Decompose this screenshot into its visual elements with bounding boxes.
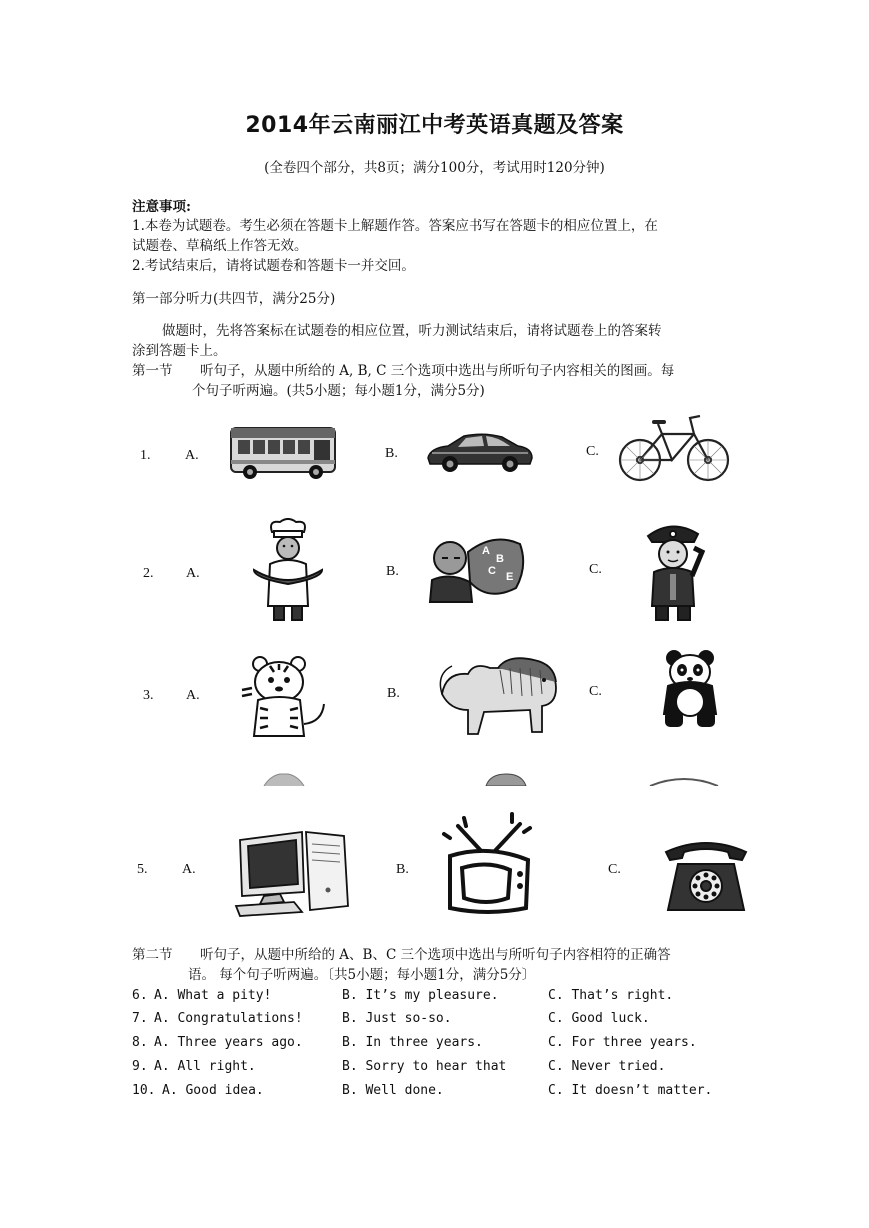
lion-image [438, 654, 562, 738]
section2-text-a: 听句子，从题中所给的 A、B、C 三个选项中选出与所听句子内容相符的正确答 [200, 947, 671, 963]
question-number: 2. [143, 566, 154, 581]
section1-text-b: 个句子听两遍。(共5小题；每小题1分，满分5分) [192, 383, 485, 399]
option-a-label: A. [186, 566, 200, 581]
option-c: C. Never tried. [548, 1059, 666, 1074]
computer-image [232, 826, 352, 918]
question-number: 8. [132, 1035, 148, 1050]
part1-intro-a: 做题时，先将答案标在试题卷的相应位置，听力测试结束后，请将试题卷上的答案转 [162, 323, 662, 339]
option-b-label: B. [396, 862, 409, 877]
option-a-label: A. [182, 862, 196, 877]
page-title: 2014年云南丽江中考英语真题及答案 [245, 113, 624, 138]
option-b: B. It’s my pleasure. [342, 988, 499, 1003]
svg-text:A: A [482, 545, 490, 557]
option-a: A. Good idea. [162, 1083, 264, 1098]
option-b-label: B. [387, 686, 400, 701]
question-number: 5. [137, 862, 148, 877]
option-b: B. Sorry to hear that [342, 1059, 507, 1074]
television-image [436, 812, 540, 916]
option-c-label: C. [589, 684, 602, 699]
telephone-image [660, 838, 752, 914]
cropped-image-fragment [262, 772, 306, 786]
option-b: B. Well done. [342, 1083, 444, 1098]
notice-line-1b: 试题卷、草稿纸上作答无效。 [132, 238, 308, 254]
section1-text-a: 听句子，从题中所给的 A, B, C 三个选项中选出与所听句子内容相关的图画。每 [200, 363, 675, 379]
option-a: A. All right. [154, 1059, 256, 1074]
option-b-label: B. [386, 564, 399, 579]
cook-image [250, 518, 326, 622]
svg-text:C: C [488, 565, 496, 577]
cropped-image-fragment [484, 772, 528, 786]
notice-line-2: 2.考试结束后，请将试题卷和答题卡一并交回。 [132, 258, 415, 274]
option-a: A. Congratulations! [154, 1011, 303, 1026]
bus-image [228, 424, 340, 482]
part1-intro-b: 涂到答题卡上。 [132, 343, 227, 359]
option-a: A. Three years ago. [154, 1035, 303, 1050]
question-number: 9. [132, 1059, 148, 1074]
part1-heading: 第一部分听力(共四节，满分25分) [132, 291, 336, 307]
tiger-image [234, 652, 328, 740]
option-c: C. It doesn’t matter. [548, 1083, 713, 1098]
option-b-label: B. [385, 446, 398, 461]
option-c: C. For three years. [548, 1035, 697, 1050]
panda-image [656, 650, 724, 730]
question-number: 6. [132, 988, 148, 1003]
option-b: B. Just so-so. [342, 1011, 452, 1026]
cropped-image-fragment [648, 774, 720, 786]
section2-label: 第二节 [132, 947, 173, 963]
option-a: A. What a pity! [154, 988, 272, 1003]
policeman-image [638, 518, 708, 622]
option-c-label: C. [586, 444, 599, 459]
student-image [424, 532, 528, 604]
option-c-label: C. [608, 862, 621, 877]
option-a-label: A. [186, 688, 200, 703]
option-b: B. In three years. [342, 1035, 483, 1050]
option-c: C. Good luck. [548, 1011, 650, 1026]
section1-label: 第一节 [132, 363, 173, 379]
section2-text-b: 语。 每个句子听两遍。〔共5小题；每小题1分，满分5分〕 [188, 967, 536, 983]
notice-line-1a: 1.本卷为试题卷。考生必须在答题卡上解题作答。答案应书写在答题卡的相应位置上，在 [132, 218, 658, 234]
car-image [424, 428, 536, 474]
question-number: 3. [143, 688, 154, 703]
question-number: 10. [132, 1083, 156, 1098]
svg-text:E: E [506, 571, 514, 583]
option-c-label: C. [589, 562, 602, 577]
svg-text:B: B [496, 553, 504, 565]
question-number: 7. [132, 1011, 148, 1026]
question-number: 1. [140, 448, 151, 463]
option-a-label: A. [185, 448, 199, 463]
notice-heading: 注意事项: [132, 199, 191, 215]
option-c: C. That’s right. [548, 988, 674, 1003]
exam-info: (全卷四个部分，共8页；满分100分，考试用时120分钟) [264, 160, 605, 176]
bicycle-image [616, 410, 732, 484]
